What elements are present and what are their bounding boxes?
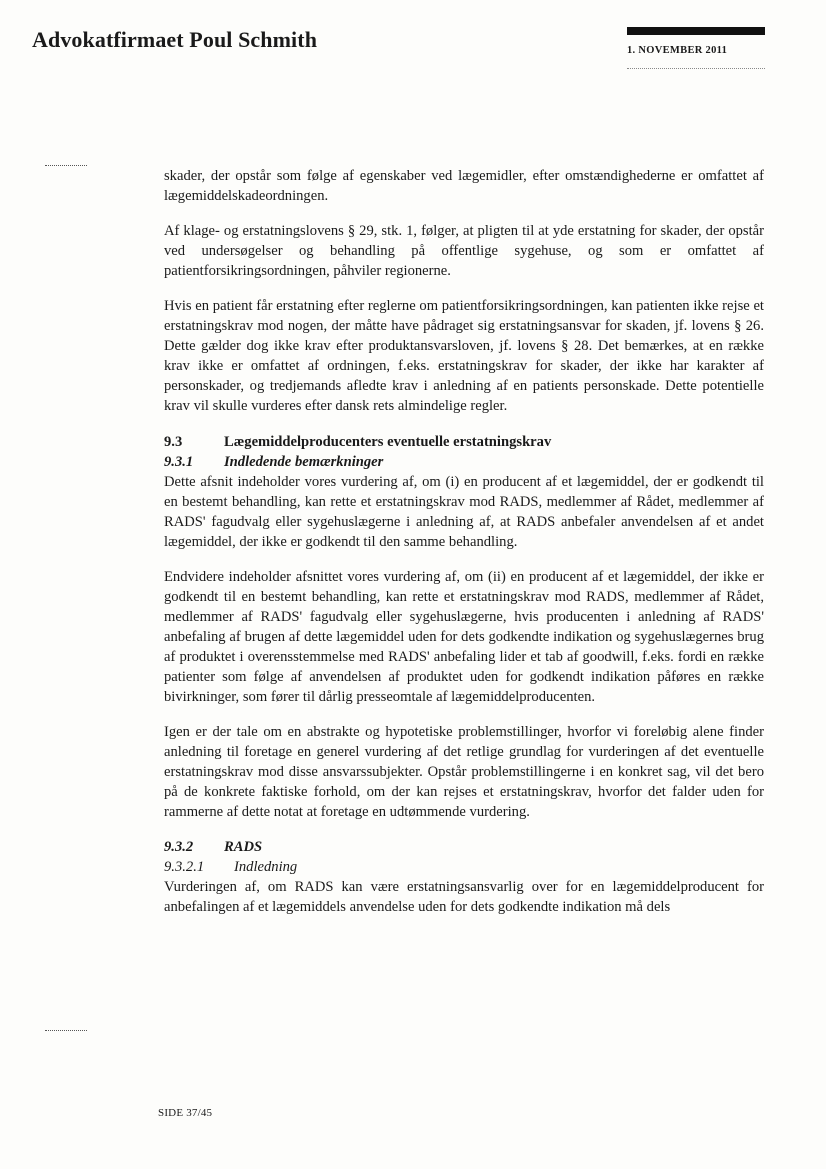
section-heading-9-3-2 xyxy=(164,837,764,857)
document-body xyxy=(164,166,764,932)
paragraph: Igen er der tale om en abstrakte og hypotetiske problemstillinger, hvorfor vi foreløbig alene finder anledning til foretage en generel vurdering af det retlige grundlag for vurderingen af det eventuelle erstatningskrav mod disse ansvarssubjekter. Opstår problemstillingerne i en konkret sag, vil det bero på de konkrete faktiske forhold, om der kan rejses et erstatningskrav, hvorfor det falder uden for rammerne af dette notat at foretage en udtømmende vurdering. xyxy=(164,724,764,820)
section-title: RADS xyxy=(224,839,263,855)
section-title: Lægemiddelproducenters eventuelle erstatningskrav xyxy=(224,434,552,450)
paragraph: Vurderingen af, om RADS kan være erstatningsansvarlig over for en lægemiddelproducent for anbefalingen af et lægemiddels anvendelse uden for dets godkendte indikation må dels xyxy=(164,879,764,915)
firm-name: Advokatfirmaet Poul Schmith xyxy=(32,27,318,52)
paragraph: Endvidere indeholder afsnittet vores vurdering af, om (ii) en producent af et lægemiddel, der ikke er godkendt til en bestemt behandling, kan rette et erstatningskrav mod RADS, medlemmer af Rådet, medlemmer af RADS' fagudvalg eller sygehuslægerne, hvis producenten i anledning af RADS' anbefaling af brugen af dette lægemiddel uden for dets godkendte indikation og sygehuslægernes brug af produktet i overensstemmelse med RADS' anbefaling lider et tab af goodwill, f.eks. fordi en række patienter som følge af anvendelsen af produktet uden for godkendt indikation påføres en række bivirkninger, som fører til dårlig presseomtale af lægemiddelproducenten. xyxy=(164,569,764,705)
section-number: 9.3.2.1 xyxy=(164,859,205,875)
paragraph: Hvis en patient får erstatning efter reglerne om patientforsikringsordningen, kan patienten ikke rejse et erstatningskrav mod nogen, der måtte have pådraget sig erstatningsansvar for skaden, jf. lovens § 26. Dette gælder dog ikke krav efter produktansvarsloven, jf. lovens § 28. Det bemærkes, at en række krav ikke er omfattet af ordningen, f.eks. erstatningskrav for skader, der ikke har karakter af personskader, og tredjemands afledte krav i anledning af en patients personskade. Dette potentielle krav vil skulle vurderes efter dansk rets almindelige regler. xyxy=(164,298,764,414)
paragraph: Af klage- og erstatningslovens § 29, stk. 1, følger, at pligten til at yde erstatning for skader, der opstår ved undersøgelser og behandling på offentlige sygehuse, og som er omfattet af patientforsikringsordningen, påhviler regionerne. xyxy=(164,223,764,279)
section-heading-9-3 xyxy=(164,432,764,452)
section-number: 9.3.1 xyxy=(164,454,194,470)
paragraph: Dette afsnit indeholder vores vurdering af, om (i) en producent af et lægemiddel, der er godkendt til en bestemt behandling, kan rette et erstatningskrav mod RADS, medlemmer af Rådet, medlemmer af RADS' fagudvalg eller sygehuslægerne i anledning af, at RADS anbefaler anvendelsen af et andet lægemiddel, der ikke er godkendt til den samme behandling. xyxy=(164,474,764,550)
section-title: Indledende bemærkninger xyxy=(224,454,384,470)
section-number: 9.3.2 xyxy=(164,839,194,855)
section-title: Indledning xyxy=(234,859,298,875)
section-heading-9-3-2-1 xyxy=(164,857,764,877)
document-date: 1. NOVEMBER 2011 xyxy=(627,45,728,56)
section-number: 9.3 xyxy=(164,434,183,450)
margin-marker-top xyxy=(45,165,87,166)
section-heading-9-3-1 xyxy=(164,452,764,472)
margin-marker-bottom xyxy=(45,1030,87,1031)
header-bar xyxy=(627,27,765,35)
page-number: SIDE 37/45 xyxy=(158,1107,213,1119)
date-divider xyxy=(627,68,765,69)
paragraph: skader, der opstår som følge af egenskaber ved lægemidler, efter omstændighederne er omfattet af lægemiddelskadeordningen. xyxy=(164,168,764,204)
